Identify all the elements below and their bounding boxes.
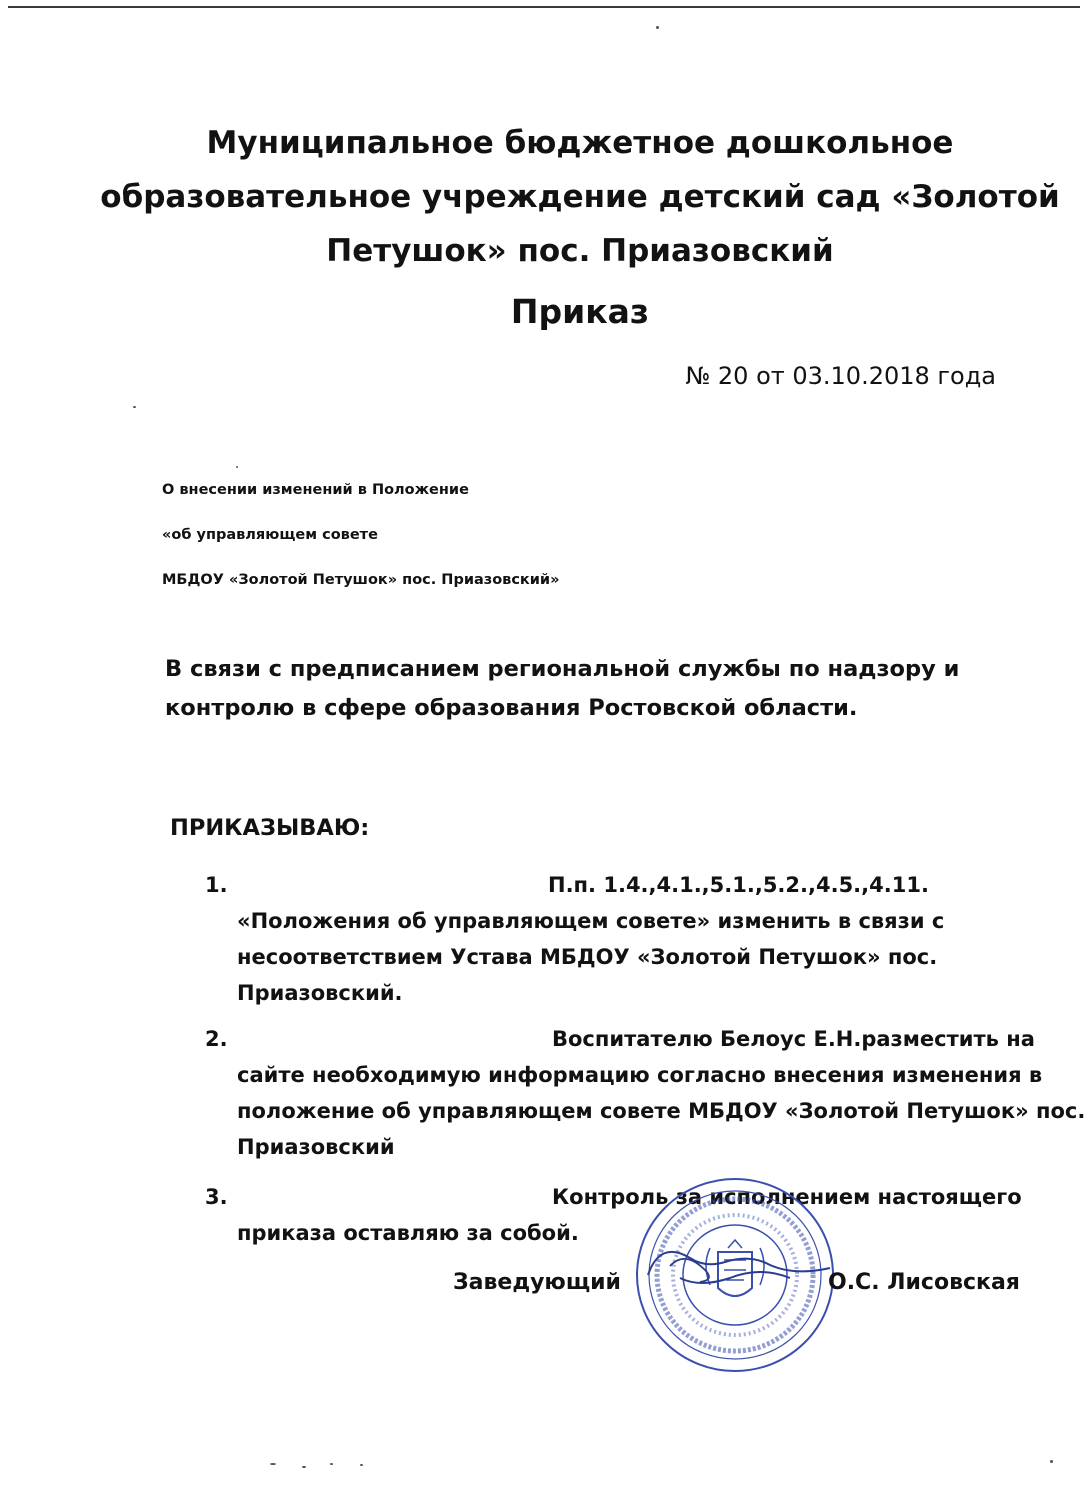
item-line: приказа оставляю за собой.	[237, 1221, 579, 1245]
organization-header	[100, 116, 1060, 278]
item-continuation	[237, 903, 944, 1011]
signature-position: Заведующий	[453, 1270, 621, 1295]
item-continuation	[237, 1215, 579, 1251]
scan-speck	[236, 466, 238, 468]
subject-line-3: МБДОУ «Золотой Петушок» пос. Приазовский»	[162, 572, 560, 588]
signature-name: О.С. Лисовская	[828, 1270, 1020, 1295]
scan-speck	[656, 26, 659, 29]
order-subject	[162, 482, 559, 617]
item-number: 2.	[205, 1027, 228, 1051]
header-line-2: образовательное учреждение детский сад «Золотой	[100, 179, 1060, 215]
order-preamble	[165, 650, 959, 728]
order-keyword: ПРИКАЗЫВАЮ:	[170, 815, 370, 841]
document-title: Приказ	[510, 292, 650, 331]
item-line: сайте необходимую информацию согласно внесения изменения в	[237, 1063, 1043, 1087]
item-first-line: Воспитателю Белоус Е.Н.разместить на	[552, 1027, 1035, 1051]
document-number-date: № 20 от 03.10.2018 года	[685, 362, 996, 390]
official-seal-icon	[630, 1170, 840, 1380]
scan-speck	[360, 1464, 363, 1466]
scan-speck	[133, 406, 136, 408]
item-first-line: П.п. 1.4.,4.1.,5.1.,5.2.,4.5.,4.11.	[548, 873, 929, 897]
scan-speck	[330, 1463, 333, 1465]
item-line: положение об управляющем совете МБДОУ «Золотой Петушок» пос.	[237, 1099, 1086, 1123]
scan-speck	[270, 1463, 276, 1465]
item-number: 1.	[205, 873, 228, 897]
header-line-1: Муниципальное бюджетное дошкольное	[206, 125, 954, 161]
subject-line-2: «об управляющем совете	[162, 527, 378, 543]
preamble-line-1: В связи с предписанием региональной службы по надзору и	[165, 656, 960, 682]
item-line: несоответствием Устава МБДОУ «Золотой Петушок» пос.	[237, 945, 938, 969]
preamble-line-2: контролю в сфере образования Ростовской области.	[165, 695, 858, 721]
item-first-line: Контроль за исполнением настоящего	[552, 1185, 1022, 1209]
scan-speck	[1050, 1460, 1053, 1463]
item-line: Приазовский.	[237, 981, 403, 1005]
scan-speck	[302, 1466, 306, 1468]
header-line-3: Петушок» пос. Приазовский	[326, 233, 834, 269]
item-line: Приазовский	[237, 1135, 395, 1159]
item-line: «Положения об управляющем совете» изменить в связи с	[237, 909, 945, 933]
item-continuation	[237, 1057, 1085, 1165]
subject-line-1: О внесении изменений в Положение	[162, 482, 469, 498]
top-border-line	[8, 6, 1080, 8]
item-number: 3.	[205, 1185, 228, 1209]
